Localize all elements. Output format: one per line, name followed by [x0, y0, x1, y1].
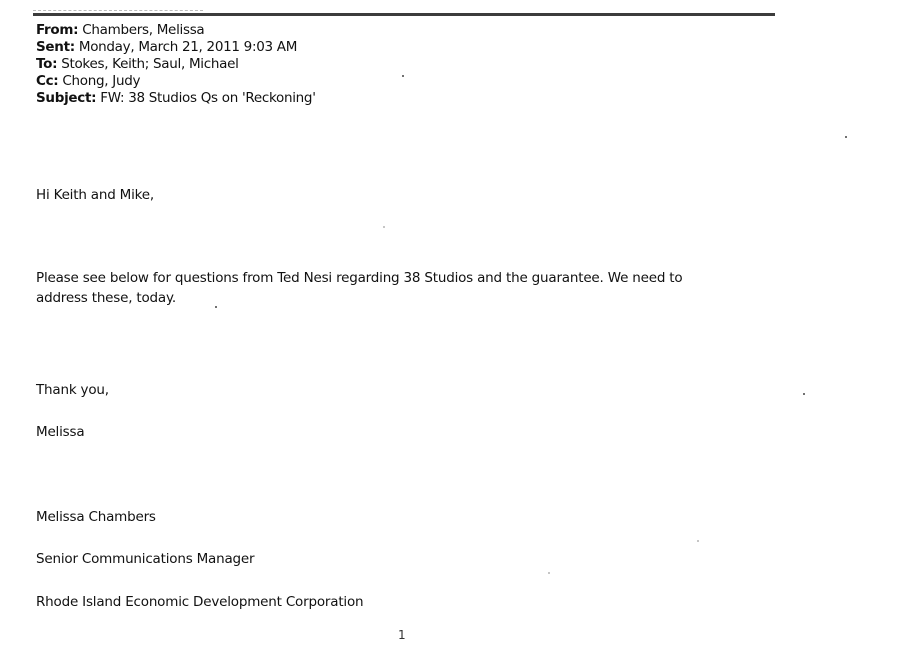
scan-speck	[402, 75, 404, 77]
signature-organization: Rhode Island Economic Development Corporation	[36, 594, 364, 610]
to-line	[36, 56, 316, 73]
closing: Thank you,	[36, 382, 109, 398]
scan-speck	[697, 540, 699, 542]
cc-line	[36, 73, 316, 90]
subject-value: FW: 38 Studios Qs on 'Reckoning'	[100, 90, 316, 106]
from-line	[36, 22, 316, 39]
signature-title: Senior Communications Manager	[36, 551, 255, 567]
subject-label: Subject:	[36, 90, 97, 106]
sender-first-name: Melissa	[36, 424, 85, 440]
signature-name: Melissa Chambers	[36, 509, 156, 525]
scan-speck	[803, 393, 805, 395]
scan-speck	[383, 226, 385, 228]
cc-value: Chong, Judy	[62, 73, 141, 89]
body-paragraph-line-2: address these, today.	[36, 290, 176, 306]
to-value: Stokes, Keith; Saul, Michael	[61, 56, 239, 72]
to-label: To:	[36, 56, 58, 72]
sent-label: Sent:	[36, 39, 75, 55]
scan-speck	[548, 572, 550, 574]
scan-speck	[845, 136, 847, 138]
from-label: From:	[36, 22, 79, 38]
scan-speck	[215, 306, 217, 308]
page-number: 1	[398, 628, 406, 642]
header-divider	[33, 13, 775, 16]
email-header	[36, 22, 316, 107]
body-paragraph	[36, 268, 682, 308]
from-value: Chambers, Melissa	[82, 22, 205, 38]
greeting: Hi Keith and Mike,	[36, 187, 154, 203]
cc-label: Cc:	[36, 73, 59, 89]
body-paragraph-line-1: Please see below for questions from Ted Nesi regarding 38 Studios and the guarantee. We need to	[36, 270, 683, 286]
subject-line	[36, 90, 316, 107]
sent-value: Monday, March 21, 2011 9:03 AM	[78, 39, 298, 55]
scan-artifact-line	[33, 10, 203, 12]
sent-line	[36, 39, 316, 56]
